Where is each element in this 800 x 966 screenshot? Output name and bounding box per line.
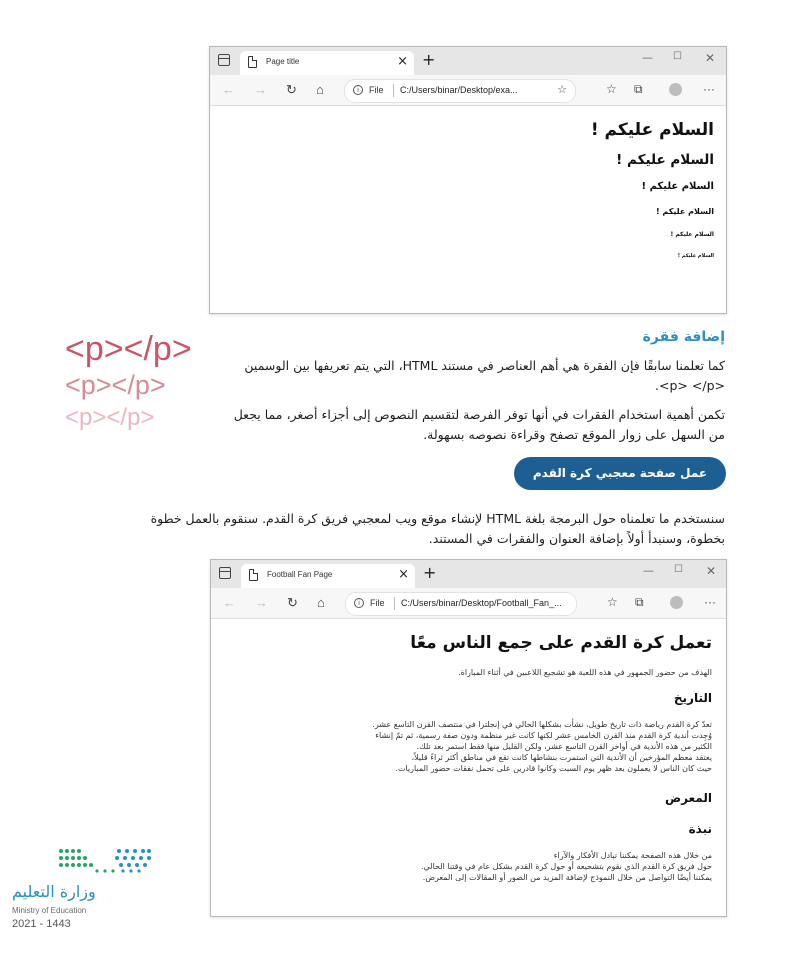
forward-icon[interactable]: → [255, 595, 268, 610]
history-line: حيث كان الناس لا يعملون بعد ظهر يوم السبت وكانوا قادرين على تحمل نفقات حضور المباريات. [395, 764, 712, 773]
read-aloud-icon[interactable]: ☆ [557, 84, 567, 96]
file-label: File [369, 85, 384, 95]
refresh-icon[interactable]: ↻ [287, 595, 298, 610]
tab-bar [210, 47, 726, 75]
about-paragraph [231, 850, 712, 883]
info-icon[interactable]: i [353, 85, 363, 95]
new-tab-icon[interactable]: + [422, 50, 436, 69]
history-line: الكثير من هذه الأندية في أواخر القرن التاسع عشر، ولكن القليل منها فقط استمر بعد تلك. [416, 742, 712, 751]
ministry-name-arabic: وزارة التعليم [12, 882, 96, 901]
address-field[interactable] [345, 592, 577, 616]
close-window-icon[interactable]: ✕ [705, 51, 716, 65]
maximize-icon[interactable]: ☐ [674, 564, 683, 575]
document-icon [249, 569, 258, 581]
section-title: إضافة فقرة [642, 329, 725, 345]
about-line: يمكننا أيضًا التواصل من خلال النموذج لإضافة المزيد من الصور أو المقالات إلى المعرض. [422, 873, 712, 882]
tab-page-title[interactable] [240, 51, 414, 75]
page-content [211, 619, 726, 916]
tab-title: Page title [266, 57, 300, 66]
profile-avatar[interactable] [670, 596, 683, 609]
heading-h2: السلام عليكم ! [616, 152, 714, 168]
tab-bar [211, 560, 726, 588]
about-line: من خلال هذه الصفحة يمكننا تبادل الأفكار والآراء [553, 851, 712, 860]
minimize-icon[interactable]: — [643, 564, 654, 577]
tab-actions-icon[interactable] [218, 54, 230, 66]
info-icon[interactable]: i [354, 598, 364, 608]
history-heading: التاريخ [673, 691, 712, 705]
document-icon [248, 56, 257, 68]
paragraph-1: كما تعلمنا سابقًا فإن الفقرة هي أهم العناصر في مستند HTML، التي يتم تعريفها بين الوسمين <p> </p>. [244, 358, 725, 393]
address-field[interactable] [344, 79, 576, 103]
address-bar-row [210, 75, 726, 106]
heading-h6: السلام عليكم ! [677, 253, 714, 259]
close-window-icon[interactable]: ✕ [706, 564, 717, 578]
about-heading: نبذة [688, 822, 712, 836]
close-tab-icon[interactable]: × [397, 54, 408, 69]
browser-window-1 [209, 46, 727, 314]
intro-paragraph: الهدف من حضور الجمهور في هذه اللعبة هو تشجيع اللاعبين في أثناء المباراة. [458, 668, 712, 677]
more-icon[interactable]: ··· [704, 595, 716, 609]
p-tag-large: <p></p> [65, 330, 192, 368]
separator [393, 84, 394, 97]
close-tab-icon[interactable]: × [398, 567, 409, 582]
minimize-icon[interactable]: — [642, 51, 653, 64]
separator [394, 597, 395, 610]
heading-h3: السلام عليكم ! [641, 181, 714, 192]
back-icon[interactable]: ← [223, 595, 236, 610]
favorites-icon[interactable]: ☆ [606, 82, 617, 96]
heading-h5: السلام عليكم ! [670, 231, 714, 238]
url-text: C:/Users/binar/Desktop/Football_Fan_... [401, 598, 562, 608]
more-icon[interactable]: ··· [703, 82, 715, 96]
football-fan-page-button[interactable]: عمل صفحة معجبي كرة القدم [514, 457, 726, 490]
history-line: وُجِدت أندية كرة القدم منذ القرن الخامس عشر لكنها كانت غير منظمة ودون صفة رسمية، ثم تمّ إنشاء [375, 731, 712, 740]
tab-title: Football Fan Page [267, 570, 333, 579]
profile-avatar[interactable] [669, 83, 682, 96]
paragraph-3: سنستخدم ما تعلمناه حول البرمجة بلغة HTML لإنشاء موقع ويب لمعجبي فريق كرة القدم. سنقوم بالعمل خطوة بخطوة، وسنبدأ أولاً بإضافة العنوان والفقرات في المستند. [150, 511, 725, 546]
home-icon[interactable]: ⌂ [316, 82, 324, 97]
home-icon[interactable]: ⌂ [317, 595, 325, 610]
ministry-name-english: Ministry of Education [12, 906, 87, 915]
back-icon[interactable]: ← [222, 82, 235, 97]
new-tab-icon[interactable]: + [423, 563, 437, 582]
about-line: حول فريق كرة القدم الذي نقوم بتشجيعه أو حول كرة القدم بشكل عام في وقتنا الحالي. [420, 862, 712, 871]
tab-actions-icon[interactable] [219, 567, 231, 579]
refresh-icon[interactable]: ↻ [286, 82, 297, 97]
address-bar-row [211, 588, 726, 619]
maximize-icon[interactable]: ☐ [673, 51, 682, 62]
forward-icon[interactable]: → [254, 82, 267, 97]
p-tag-medium: <p></p> [65, 370, 166, 400]
heading-h1: السلام عليكم ! [590, 120, 714, 140]
gallery-heading: المعرض [664, 791, 712, 805]
history-line: تعدّ كرة القدم رياضة ذات تاريخ طويل، نشأت بشكلها الحالي في إنجلترا في منتصف القرن التاسع عشر. [372, 720, 712, 729]
favorites-icon[interactable]: ☆ [607, 595, 618, 609]
paragraph-2: تكمن أهمية استخدام الفقرات في أنها توفر الفرصة لتقسيم النصوص إلى أجزاء أصغر، مما يجعل من السهل على زوار الموقع تصفح وقراءة نصوصه بسهولة. [233, 407, 725, 442]
history-line: يعتقد معظم المؤرخين أن الأندية التي استمرت بنشاطها كانت تقع في مناطق أكثر ثراءً قليلاً، [411, 753, 712, 762]
collections-icon[interactable]: ⧉ [635, 595, 644, 609]
tab-football-fan-page[interactable] [241, 564, 415, 588]
collections-icon[interactable]: ⧉ [634, 82, 643, 96]
browser-window-2 [210, 559, 727, 917]
file-label: File [370, 598, 385, 608]
page-content [210, 106, 726, 313]
history-paragraph [231, 719, 712, 774]
page-heading: تعمل كرة القدم على جمع الناس معًا [410, 633, 712, 653]
heading-h4: السلام عليكم ! [656, 207, 714, 216]
p-tag-small: <p></p> [65, 404, 155, 431]
ministry-logo-dots [57, 845, 153, 877]
edition-year: 2021 - 1443 [12, 918, 71, 930]
url-text: C:/Users/binar/Desktop/exa... [400, 85, 518, 95]
